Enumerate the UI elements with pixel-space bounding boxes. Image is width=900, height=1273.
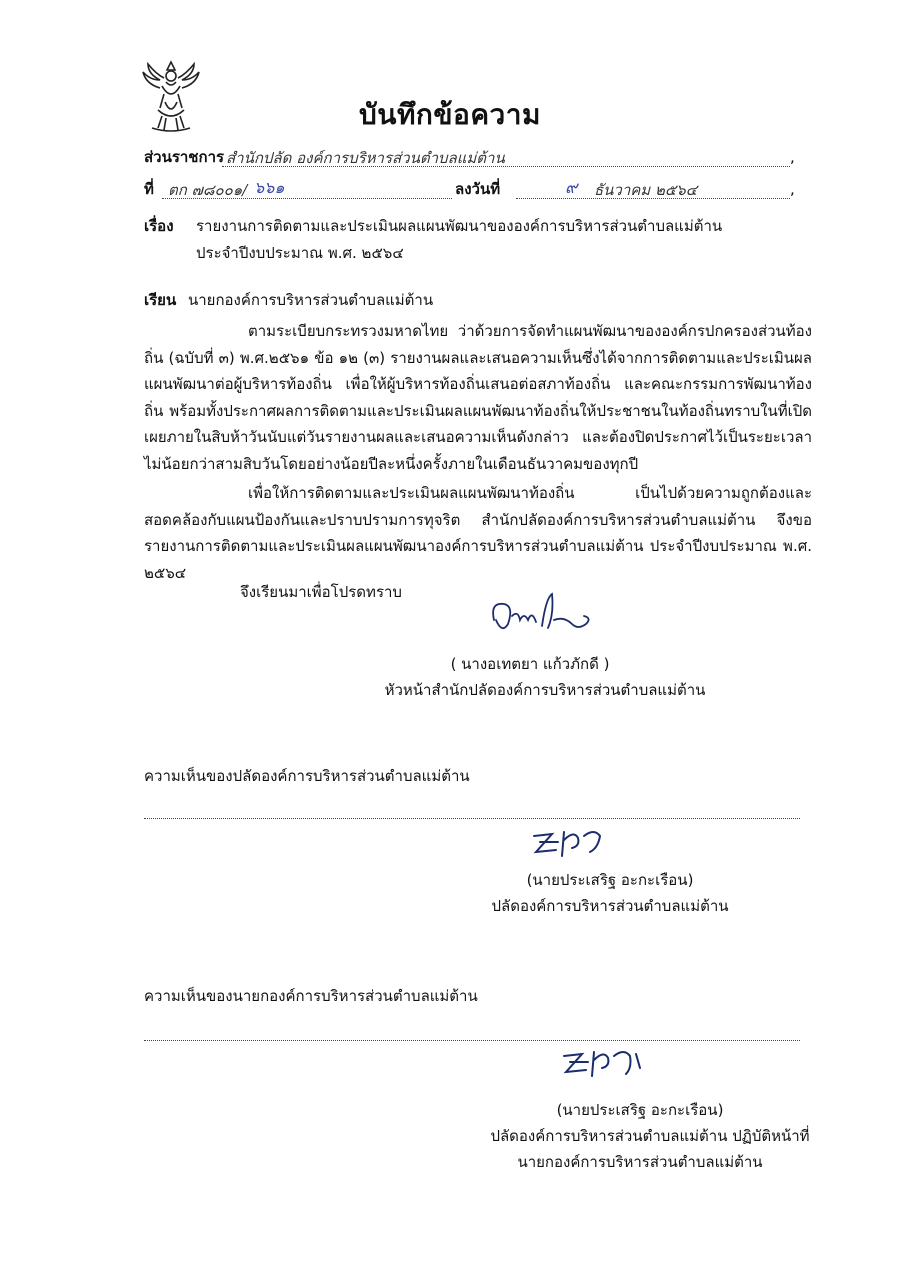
ref-value: ตก ๗๘๐๐๑/ (168, 181, 248, 199)
date-comma: , (790, 180, 795, 198)
signer2-name: (นายประเสริฐ อะกะเรือน) (526, 871, 694, 889)
signature-3-icon (560, 1046, 670, 1082)
signer2-title: ปลัดองค์การบริหารส่วนตำบลแม่ต้าน (491, 897, 729, 915)
body-paragraph-1: ตามระเบียบกระทรวงมหาดไทย ว่าด้วยการจัดทำแผนพัฒนาขององค์กรปกครองส่วนท้องถิ่น (ฉบับที่ ๓) พ.ศ.๒๕๖๑ ข้อ ๑๒ (๓) รายงานผลและเสนอความเห็นซึ่งได้จากการติดตามและประเมินผลแผนพัฒนาต่อผู้บริหารท้องถิ่น เพื่อให้ผู้บริหารท้องถิ่นเสนอต่อสภาท้องถิ่น และคณะกรรมการพัฒนาท้องถิ่น พร้อมทั้งประกาศผลการติดตามและประเมินผลแผนพัฒนาท้องถิ่นให้ประชาชนในท้องถิ่นทราบในที่เปิดเผยภายในสิบห้าวันนับแต่วันรายงานผลและเสนอความเห็นดังกล่าว และต้องปิดประกาศไว้เป็นระยะเวลาไม่น้อยกว่าสามสิบวันโดยอย่างน้อยปีละหนึ่งครั้งภายในเดือนธันวาคมของทุกปี (144, 322, 812, 473)
signer1-name: ( นางอเทตยา แก้วภักดี ) (450, 655, 610, 673)
agency-dotted-line (222, 166, 790, 167)
opinion2-dotted-line (144, 1040, 800, 1041)
body-paragraph-2: เพื่อให้การติดตามและประเมินผลแผนพัฒนาท้องถิ่น เป็นไปด้วยความถูกต้องและสอดคล้องกับแผนป้องกันและปราบปรามการทุจริต สำนักปลัดองค์การบริหารส่วนตำบลแม่ต้าน จึงขอรายงานการติดตามและประเมินผลแผนพัฒนาองค์การบริหารส่วนตำบลแม่ต้าน ประจำปีงบประมาณ พ.ศ. ๒๕๖๔ (144, 484, 812, 582)
date-rest: ธันวาคม ๒๕๖๔ (594, 181, 698, 199)
signer1-title: หัวหน้าสำนักปลัดองค์การบริหารส่วนตำบลแม่ต้าน (384, 681, 706, 699)
opinion2-label: ความเห็นของนายกองค์การบริหารส่วนตำบลแม่ต้าน (144, 987, 478, 1005)
to-value: นายกองค์การบริหารส่วนตำบลแม่ต้าน (188, 291, 434, 309)
signer3-title-2: นายกองค์การบริหารส่วนตำบลแม่ต้าน (517, 1153, 763, 1171)
agency-label: ส่วนราชการ (144, 148, 225, 166)
agency-value: สำนักปลัด องค์การบริหารส่วนตำบลแม่ต้าน (226, 149, 505, 167)
agency-comma: , (790, 148, 795, 166)
date-label: ลงวันที่ (455, 180, 501, 198)
to-label: เรียน (144, 291, 177, 309)
signature-2-icon (530, 826, 640, 862)
opinion1-label: ความเห็นของปลัดองค์การบริหารส่วนตำบลแม่ต้าน (144, 767, 470, 785)
subject-line2: ประจำปีงบประมาณ พ.ศ. ๒๕๖๔ (196, 244, 404, 262)
signer3-title-1: ปลัดองค์การบริหารส่วนตำบลแม่ต้าน ปฏิบัติหน้าที่ (490, 1127, 810, 1145)
ref-label: ที่ (144, 180, 154, 198)
ref-number: ๖๖๑ (254, 178, 285, 197)
subject-label: เรื่อง (144, 217, 174, 235)
closing-text: จึงเรียนมาเพื่อโปรดทราบ (240, 583, 402, 601)
page-title: บันทึกข้อความ (359, 98, 541, 131)
signer3-name: (นายประเสริฐ อะกะเรือน) (556, 1101, 724, 1119)
opinion1-dotted-line (144, 818, 800, 819)
subject-line1: รายงานการติดตามและประเมินผลแผนพัฒนาขององค์การบริหารส่วนตำบลแม่ต้าน (196, 217, 723, 235)
date-day: ๙ (565, 178, 578, 198)
date-dotted-line (516, 198, 790, 199)
signature-1-icon (488, 590, 608, 640)
ref-dotted-line (162, 198, 452, 199)
